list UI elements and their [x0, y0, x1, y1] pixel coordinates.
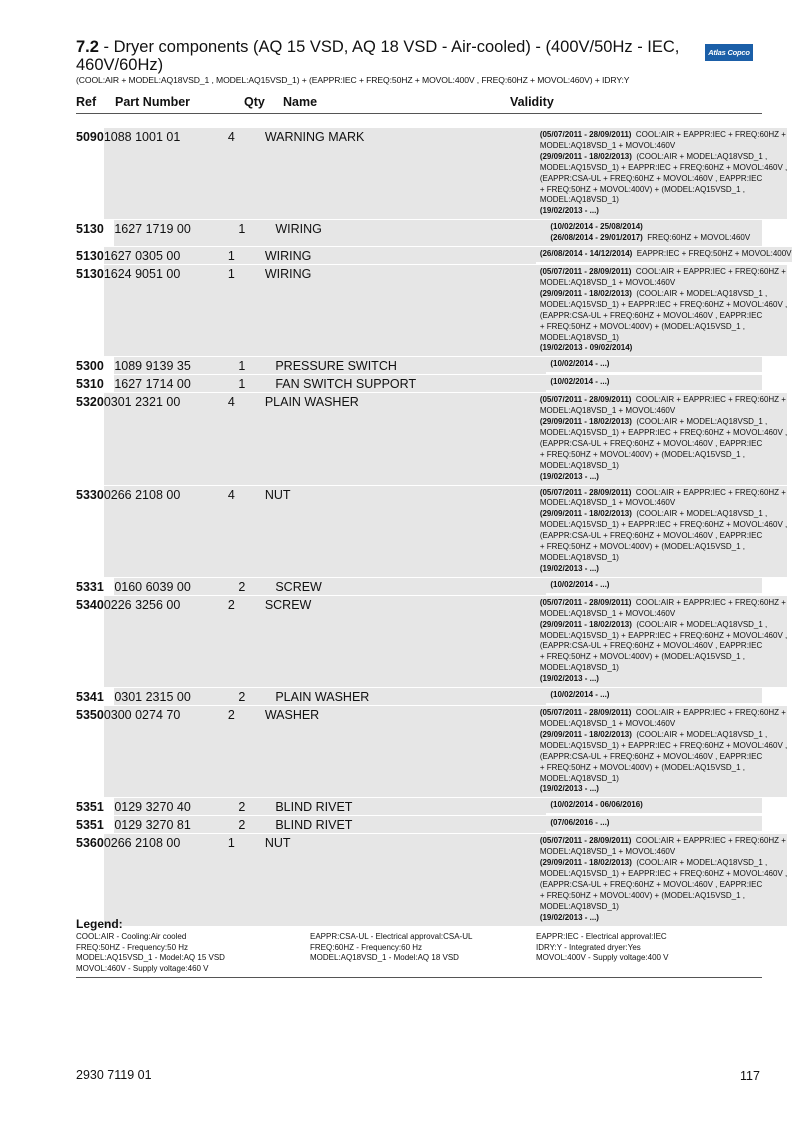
validity-date-range: (05/07/2011 - 28/09/2011): [539, 267, 632, 277]
validity-condition: MODEL:AQ18VSD_1 + MOVOL:460V: [539, 140, 676, 150]
validity-condition: + FREQ:50HZ + MOVOL:400V) + (MODEL:AQ15VSD_1 ,: [539, 321, 745, 331]
validity-date-range: (05/07/2011 - 28/09/2011): [539, 708, 632, 718]
part-number-cell: 1089 9139 35: [114, 359, 191, 374]
validity-cell: [546, 798, 762, 813]
validity-line: [540, 663, 787, 674]
validity-line: [540, 774, 787, 785]
validity-condition: MODEL:AQ15VSD_1) + EAPPR:IEC + FREQ:60HZ + MOVOL:460V ,: [539, 869, 788, 879]
ref-cell: 5130: [76, 267, 104, 282]
validity-line: [540, 395, 787, 406]
validity-condition: (COOL:AIR + MODEL:AQ18VSD_1 ,: [631, 288, 768, 298]
ref-cell: 5330: [76, 487, 104, 502]
qty-cell: 4: [227, 395, 235, 410]
validity-condition: MODEL:AQ18VSD_1): [539, 901, 619, 911]
validity-condition: (EAPPR:CSA-UL + FREQ:60HZ + MOVOL:460V , EAPPR:IEC: [539, 310, 763, 320]
page-number: 117: [740, 1069, 760, 1083]
validity-date-range: (05/07/2011 - 28/09/2011): [539, 487, 632, 497]
validity-condition: EAPPR:IEC + FREQ:50HZ + MOVOL:400V: [632, 249, 792, 259]
validity-line: [540, 439, 787, 450]
validity-date-range: (19/02/2013 - ...): [539, 674, 599, 684]
legend-item: COOL:AIR - Cooling:Air cooled: [76, 932, 187, 941]
legend-item: MODEL:AQ15VSD_1 - Model:AQ 15 VSD: [76, 953, 225, 963]
validity-line: [540, 620, 787, 631]
part-number-cell: 0301 2321 00: [103, 395, 181, 410]
name-cell: WARNING MARK: [264, 130, 365, 144]
ref-cell: 5320: [76, 395, 104, 410]
validity-line: [540, 267, 787, 278]
validity-date-range: (29/09/2011 - 18/02/2013): [539, 151, 632, 161]
validity-date-range: (29/09/2011 - 18/02/2013): [539, 619, 632, 629]
validity-line: [540, 417, 787, 428]
validity-line: [540, 763, 787, 774]
validity-date-range: (19/02/2013 - ...): [539, 912, 599, 922]
validity-condition: COOL:AIR + EAPPR:IEC + FREQ:60HZ +: [631, 267, 786, 277]
validity-line: [540, 741, 787, 752]
validity-cell: [536, 596, 787, 687]
validity-condition: (EAPPR:CSA-UL + FREQ:60HZ + MOVOL:460V , EAPPR:IEC: [539, 173, 763, 183]
part-number-cell: 0129 3270 81: [114, 818, 191, 833]
legend-item: EAPPR:IEC - Electrical approval:IEC: [536, 932, 667, 941]
validity-date-range: (10/02/2014 - ...): [550, 377, 610, 387]
legend-item: FREQ:50HZ - Frequency:50 Hz: [76, 942, 189, 952]
ref-cell: 5351: [76, 818, 104, 833]
validity-condition: MODEL:AQ15VSD_1) + EAPPR:IEC + FREQ:60HZ + MOVOL:460V ,: [539, 740, 788, 750]
validity-line: [540, 300, 787, 311]
validity-condition: COOL:AIR + EAPPR:IEC + FREQ:60HZ +: [631, 487, 786, 497]
validity-condition: (COOL:AIR + MODEL:AQ18VSD_1 ,: [631, 619, 768, 629]
validity-date-range: (10/02/2014 - ...): [550, 690, 610, 700]
validity-cell: [536, 247, 792, 262]
validity-line: [550, 377, 762, 388]
validity-condition: MODEL:AQ18VSD_1 + MOVOL:460V: [539, 847, 676, 857]
validity-date-range: (05/07/2011 - 28/09/2011): [539, 836, 632, 846]
name-cell: BLIND RIVET: [275, 800, 353, 815]
part-number-cell: 1627 0305 00: [103, 249, 181, 264]
validity-date-range: (05/07/2011 - 28/09/2011): [539, 130, 632, 139]
table-row: [76, 834, 788, 926]
validity-condition: MODEL:AQ18VSD_1 + MOVOL:460V: [539, 498, 676, 508]
validity-line: [540, 322, 787, 333]
applicability-subtitle: (COOL:AIR + MODEL:AQ18VSD_1 , MODEL:AQ15VSD_1) + (EAPPR:IEC + FREQ:50HZ + MOVOL:400V , FREQ:60HZ + MOVOL:460V) + IDRY:Y: [76, 75, 630, 85]
validity-cell: [546, 578, 762, 593]
validity-date-range: (05/07/2011 - 28/09/2011): [539, 395, 632, 405]
validity-line: [540, 163, 787, 174]
validity-date-range: (07/06/2016 - ...): [550, 818, 610, 828]
validity-line: [540, 542, 787, 553]
validity-line: [550, 800, 762, 811]
legend-item: EAPPR:CSA-UL - Electrical approval:CSA-UL: [310, 932, 473, 941]
name-cell: SCREW: [275, 579, 322, 594]
validity-line: [550, 580, 762, 591]
validity-condition: MODEL:AQ15VSD_1) + EAPPR:IEC + FREQ:60HZ + MOVOL:460V ,: [539, 162, 788, 172]
validity-condition: MODEL:AQ18VSD_1): [539, 332, 619, 342]
validity-condition: (EAPPR:CSA-UL + FREQ:60HZ + MOVOL:460V , EAPPR:IEC: [539, 879, 763, 889]
ref-cell: 5130: [76, 222, 104, 237]
legend: [76, 917, 762, 978]
legend-item: MODEL:AQ18VSD_1 - Model:AQ 18 VSD: [310, 953, 459, 963]
validity-condition: + FREQ:50HZ + MOVOL:400V) + (MODEL:AQ15VSD_1 ,: [539, 890, 745, 900]
validity-condition: MODEL:AQ15VSD_1) + EAPPR:IEC + FREQ:60HZ + MOVOL:460V ,: [539, 630, 788, 640]
brand-logo: Atlas Copco: [705, 44, 753, 61]
validity-date-range: (29/09/2011 - 18/02/2013): [539, 858, 632, 868]
document-number: 2930 7119 01: [76, 1068, 152, 1082]
ref-cell: 5090: [76, 130, 104, 144]
validity-condition: COOL:AIR + EAPPR:IEC + FREQ:60HZ +: [631, 395, 786, 405]
table-header: [76, 95, 762, 114]
validity-line: [540, 631, 787, 642]
qty-cell: 2: [238, 690, 246, 705]
name-cell: FAN SWITCH SUPPORT: [275, 377, 417, 392]
validity-condition: MODEL:AQ15VSD_1) + EAPPR:IEC + FREQ:60HZ + MOVOL:460V ,: [539, 428, 788, 438]
validity-date-range: (05/07/2011 - 28/09/2011): [539, 597, 632, 607]
validity-date-range: (26/08/2014 - 14/12/2014): [539, 249, 633, 259]
validity-line: [540, 730, 787, 741]
validity-condition: MODEL:AQ18VSD_1 + MOVOL:460V: [539, 277, 676, 287]
name-cell: NUT: [264, 487, 291, 502]
validity-condition: MODEL:AQ18VSD_1): [539, 773, 619, 783]
validity-condition: COOL:AIR + EAPPR:IEC + FREQ:60HZ +: [631, 597, 786, 607]
parts-table: [76, 128, 792, 927]
column-part-number: Part Number: [115, 95, 191, 109]
table-row: [76, 393, 788, 485]
section-number: 7.2: [76, 38, 99, 56]
legend-item: IDRY:Y - Integrated dryer:Yes: [536, 942, 641, 952]
validity-line: [540, 174, 787, 185]
validity-line: [540, 652, 787, 663]
validity-cell: [536, 265, 787, 356]
validity-condition: COOL:AIR + EAPPR:IEC + FREQ:60HZ +: [631, 836, 786, 846]
validity-line: [540, 553, 787, 564]
table-row: [76, 265, 788, 357]
validity-condition: MODEL:AQ18VSD_1 + MOVOL:460V: [539, 406, 676, 416]
validity-date-range: (10/02/2014 - 25/08/2014): [550, 222, 643, 232]
validity-line: [540, 343, 787, 354]
column-ref: Ref: [76, 95, 97, 109]
validity-cell: [536, 834, 787, 925]
name-cell: WIRING: [264, 267, 312, 282]
part-number-cell: 1088 1001 01: [103, 130, 181, 144]
qty-cell: 1: [227, 249, 235, 264]
page-title: [76, 38, 686, 74]
validity-condition: COOL:AIR + EAPPR:IEC + FREQ:60HZ +: [631, 708, 786, 718]
validity-line: [540, 836, 787, 847]
validity-date-range: (19/02/2013 - 09/02/2014): [539, 343, 633, 353]
validity-condition: (EAPPR:CSA-UL + FREQ:60HZ + MOVOL:460V , EAPPR:IEC: [539, 531, 763, 541]
validity-line: [540, 185, 787, 196]
validity-date-range: (29/09/2011 - 18/02/2013): [539, 729, 632, 739]
part-number-cell: 0266 2108 00: [103, 487, 181, 502]
table-row: [76, 688, 762, 706]
validity-condition: + FREQ:50HZ + MOVOL:400V) + (MODEL:AQ15VSD_1 ,: [539, 449, 745, 459]
validity-date-range: (10/02/2014 - ...): [550, 579, 610, 589]
validity-line: [540, 708, 787, 719]
qty-cell: 2: [238, 579, 246, 594]
part-number-cell: 0129 3270 40: [114, 800, 191, 815]
qty-cell: 1: [238, 359, 246, 374]
ref-cell: 5340: [76, 597, 104, 612]
validity-condition: (COOL:AIR + MODEL:AQ18VSD_1 ,: [631, 151, 768, 161]
validity-condition: (EAPPR:CSA-UL + FREQ:60HZ + MOVOL:460V , EAPPR:IEC: [539, 641, 763, 651]
validity-line: [540, 498, 787, 509]
table-row: [76, 798, 762, 816]
validity-line: [540, 858, 787, 869]
table-row: [76, 706, 788, 798]
validity-line: [550, 233, 762, 244]
validity-cell: [536, 393, 787, 484]
table-row: [76, 578, 762, 596]
part-number-cell: 1627 1719 00: [114, 222, 191, 237]
name-cell: BLIND RIVET: [275, 818, 353, 833]
qty-cell: 2: [238, 818, 246, 833]
validity-date-range: (19/02/2013 - ...): [539, 563, 599, 573]
part-number-cell: 1624 9051 00: [103, 267, 181, 282]
header: [76, 38, 686, 86]
validity-line: [540, 674, 787, 685]
validity-condition: (COOL:AIR + MODEL:AQ18VSD_1 ,: [631, 858, 768, 868]
validity-line: [540, 333, 787, 344]
qty-cell: 1: [238, 377, 246, 392]
validity-condition: + FREQ:50HZ + MOVOL:400V) + (MODEL:AQ15VSD_1 ,: [539, 184, 745, 194]
validity-date-range: (19/02/2013 - ...): [539, 784, 599, 794]
part-number-cell: 0266 2108 00: [103, 836, 181, 851]
column-qty: Qty: [244, 95, 265, 109]
column-validity: Validity: [510, 95, 554, 109]
name-cell: SCREW: [264, 597, 312, 612]
legend-title: Legend:: [76, 917, 123, 931]
table-row: [76, 596, 788, 688]
table-row: [76, 486, 788, 578]
table-row: [76, 128, 788, 220]
validity-date-range: (29/09/2011 - 18/02/2013): [539, 417, 632, 427]
validity-condition: (COOL:AIR + MODEL:AQ18VSD_1 ,: [631, 729, 768, 739]
validity-condition: + FREQ:50HZ + MOVOL:400V) + (MODEL:AQ15VSD_1 ,: [539, 762, 745, 772]
qty-cell: 4: [227, 130, 235, 144]
table-row: [76, 375, 762, 393]
validity-line: [540, 141, 787, 152]
validity-line: [540, 152, 787, 163]
qty-cell: 1: [227, 836, 235, 851]
name-cell: WASHER: [264, 708, 320, 723]
validity-line: [550, 222, 762, 233]
validity-line: [540, 869, 787, 880]
qty-cell: 2: [227, 597, 235, 612]
legend-item: MOVOL:460V - Supply voltage:460 V: [76, 963, 209, 973]
validity-line: [540, 249, 792, 260]
validity-line: [540, 752, 787, 763]
name-cell: PLAIN WASHER: [264, 395, 359, 410]
validity-condition: MODEL:AQ18VSD_1): [539, 663, 619, 673]
validity-line: [540, 450, 787, 461]
validity-condition: (EAPPR:CSA-UL + FREQ:60HZ + MOVOL:460V , EAPPR:IEC: [539, 438, 763, 448]
name-cell: WIRING: [275, 222, 322, 237]
column-name: Name: [283, 95, 318, 109]
ref-cell: 5360: [76, 836, 104, 851]
section-title: - Dryer components (AQ 15 VSD, AQ 18 VSD - Air-cooled) - (400V/50Hz - IEC, 460V/60Hz): [76, 38, 680, 74]
qty-cell: 2: [238, 800, 246, 815]
ref-cell: 5310: [76, 377, 104, 392]
ref-cell: 5351: [76, 800, 104, 815]
validity-line: [540, 428, 787, 439]
validity-line: [540, 891, 787, 902]
validity-condition: MODEL:AQ18VSD_1): [539, 195, 619, 205]
part-number-cell: 0160 6039 00: [114, 579, 191, 594]
name-cell: PLAIN WASHER: [275, 690, 370, 705]
name-cell: NUT: [264, 836, 291, 851]
validity-line: [540, 598, 787, 609]
validity-condition: MODEL:AQ18VSD_1 + MOVOL:460V: [539, 608, 676, 618]
validity-line: [540, 206, 787, 217]
validity-line: [540, 880, 787, 891]
validity-line: [540, 902, 787, 913]
part-number-cell: 0301 2315 00: [114, 690, 191, 705]
validity-cell: [546, 220, 762, 246]
validity-line: [540, 609, 787, 620]
validity-condition: (EAPPR:CSA-UL + FREQ:60HZ + MOVOL:460V , EAPPR:IEC: [539, 751, 763, 761]
validity-cell: [546, 688, 762, 703]
validity-condition: FREQ:60HZ + MOVOL:460V: [642, 233, 751, 243]
validity-line: [540, 488, 787, 499]
validity-condition: MODEL:AQ18VSD_1): [539, 553, 619, 562]
validity-date-range: (10/02/2014 - ...): [550, 359, 610, 369]
ref-cell: 5130: [76, 249, 104, 264]
validity-line: [540, 641, 787, 652]
validity-cell: [536, 486, 787, 577]
validity-date-range: (19/02/2013 - ...): [539, 471, 599, 481]
validity-cell: [536, 706, 787, 797]
part-number-cell: 0300 0274 70: [103, 708, 181, 723]
validity-cell: [546, 375, 762, 390]
validity-condition: MODEL:AQ15VSD_1) + EAPPR:IEC + FREQ:60HZ + MOVOL:460V ,: [539, 520, 788, 530]
validity-line: [550, 818, 762, 829]
validity-line: [550, 359, 762, 370]
validity-date-range: (26/08/2014 - 29/01/2017): [550, 233, 643, 243]
legend-item: MOVOL:400V - Supply voltage:400 V: [536, 953, 669, 963]
validity-condition: COOL:AIR + EAPPR:IEC + FREQ:60HZ +: [631, 130, 786, 139]
validity-line: [540, 289, 787, 300]
validity-line: [540, 311, 787, 322]
ref-cell: 5341: [76, 690, 104, 705]
validity-line: [550, 690, 762, 701]
validity-line: [540, 461, 787, 472]
qty-cell: 2: [227, 708, 235, 723]
table-row: [76, 247, 792, 265]
validity-line: [540, 564, 787, 575]
validity-date-range: (19/02/2013 - ...): [539, 206, 599, 216]
table-row: [76, 220, 762, 247]
legend-items: [76, 932, 762, 974]
qty-cell: 4: [227, 487, 235, 502]
legend-item: FREQ:60HZ - Frequency:60 Hz: [310, 942, 423, 952]
validity-line: [540, 847, 787, 858]
ref-cell: 5331: [76, 579, 104, 594]
validity-line: [540, 509, 787, 520]
validity-date-range: (29/09/2011 - 18/02/2013): [539, 288, 632, 298]
validity-condition: MODEL:AQ15VSD_1) + EAPPR:IEC + FREQ:60HZ + MOVOL:460V ,: [539, 299, 788, 309]
part-number-cell: 0226 3256 00: [103, 597, 181, 612]
qty-cell: 1: [238, 222, 246, 237]
name-cell: PRESSURE SWITCH: [275, 359, 397, 374]
validity-condition: MODEL:AQ18VSD_1 + MOVOL:460V: [539, 718, 676, 728]
validity-line: [540, 719, 787, 730]
validity-line: [540, 472, 787, 483]
table-row: [76, 816, 762, 834]
validity-line: [540, 520, 787, 531]
validity-condition: (COOL:AIR + MODEL:AQ18VSD_1 ,: [631, 509, 768, 519]
validity-cell: [536, 128, 787, 219]
qty-cell: 1: [227, 267, 235, 282]
part-number-cell: 1627 1714 00: [114, 377, 191, 392]
validity-line: [540, 784, 787, 795]
validity-condition: (COOL:AIR + MODEL:AQ18VSD_1 ,: [631, 417, 768, 427]
validity-date-range: (29/09/2011 - 18/02/2013): [539, 509, 632, 519]
validity-condition: + FREQ:50HZ + MOVOL:400V) + (MODEL:AQ15VSD_1 ,: [539, 652, 745, 662]
validity-cell: [546, 357, 762, 372]
validity-date-range: (10/02/2014 - 06/06/2016): [550, 800, 643, 810]
validity-line: [540, 531, 787, 542]
validity-line: [540, 195, 787, 206]
validity-condition: MODEL:AQ18VSD_1): [539, 460, 619, 470]
ref-cell: 5300: [76, 359, 104, 374]
ref-cell: 5350: [76, 708, 104, 723]
validity-line: [540, 406, 787, 417]
validity-condition: + FREQ:50HZ + MOVOL:400V) + (MODEL:AQ15VSD_1 ,: [539, 542, 745, 552]
name-cell: WIRING: [264, 249, 312, 264]
validity-line: [540, 130, 787, 141]
validity-cell: [546, 816, 762, 831]
table-row: [76, 357, 762, 375]
validity-line: [540, 278, 787, 289]
